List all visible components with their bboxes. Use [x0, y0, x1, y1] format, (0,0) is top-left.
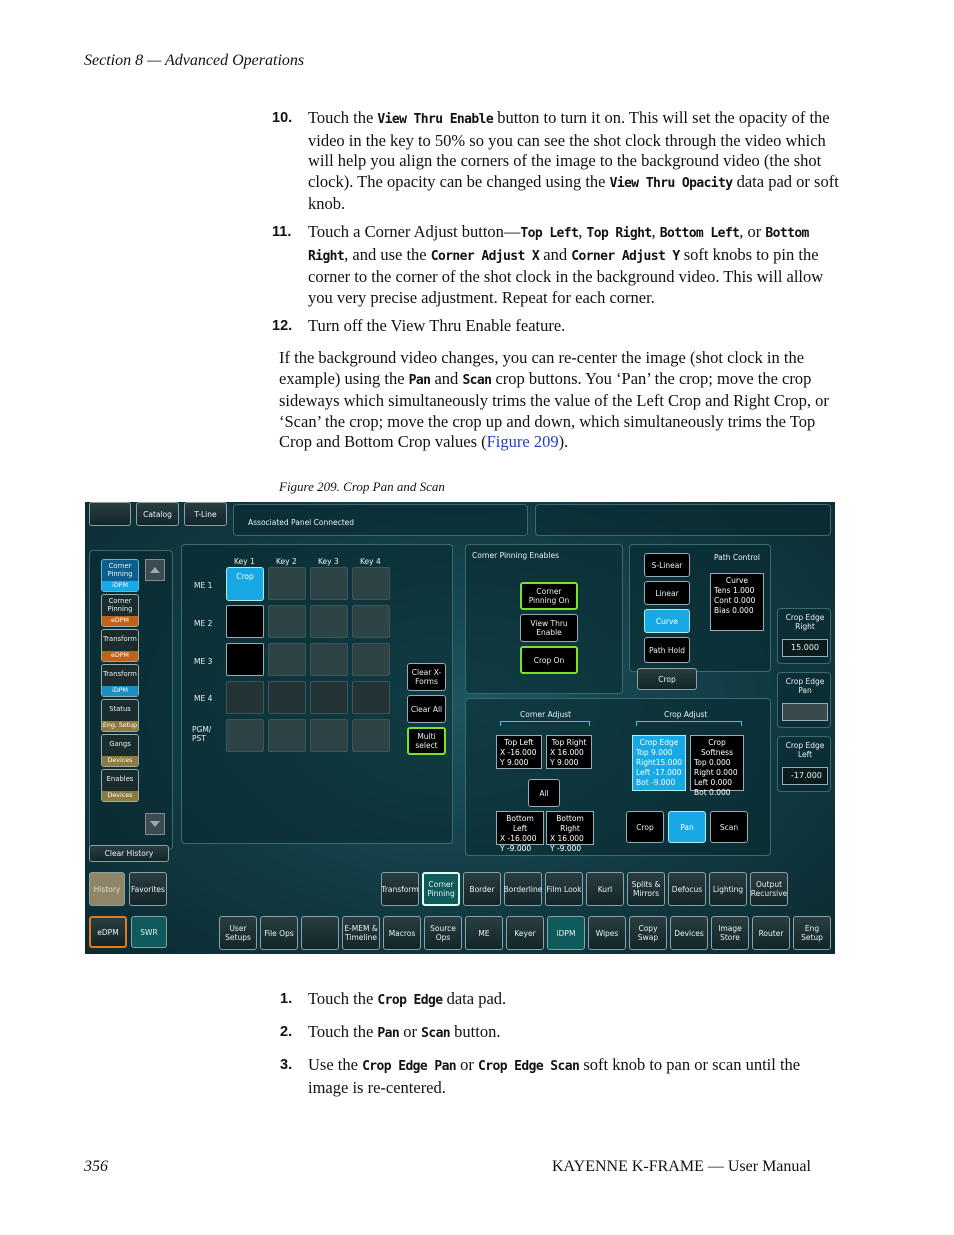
- history-button[interactable]: History: [89, 872, 125, 906]
- body-paragraph: If the background video changes, you can re-center the image (shot clock in the example) using the Pan and Scan crop buttons. You ‘Pan’ the crop; move the crop sideways which simultaneously trims the value of the Left Crop and Right Crop, or ‘Scan’ the crop; move the crop up and down, which simultaneously trims the Top Crop and Bottom Crop values (Figure 209).: [279, 348, 829, 451]
- crop-tab[interactable]: Crop: [637, 668, 697, 690]
- clear-all-button[interactable]: Clear All: [407, 695, 446, 723]
- crop-edge-left-pad[interactable]: Crop Edge Left -17.000: [777, 736, 831, 792]
- all-button[interactable]: All: [528, 779, 560, 807]
- key-cell[interactable]: [226, 643, 264, 676]
- key-cell[interactable]: [226, 681, 264, 714]
- key-cell[interactable]: [352, 605, 390, 638]
- menu-item-2-0[interactable]: User Setups: [219, 916, 257, 950]
- sidebar-item-corner-pinning-idpm[interactable]: Corner Pinning iDPM: [101, 559, 139, 592]
- menu-item-7[interactable]: Defocus: [668, 872, 706, 906]
- multi-select-button[interactable]: Multi select: [407, 727, 446, 755]
- corner-adjust-bracket: [500, 721, 590, 726]
- figure-link[interactable]: Figure 209: [486, 432, 559, 451]
- key-cell[interactable]: [310, 643, 348, 676]
- key-cell[interactable]: [352, 719, 390, 752]
- scan-button[interactable]: Scan: [710, 811, 748, 843]
- section-header: Section 8 — Advanced Operations: [84, 52, 305, 69]
- menu-item-0[interactable]: Transform: [381, 872, 419, 906]
- sidebar-item-enables[interactable]: Enables Devices: [101, 769, 139, 802]
- key-cell[interactable]: [268, 567, 306, 600]
- crop-on-button[interactable]: Crop On: [520, 646, 578, 674]
- menu-item-2-8[interactable]: iDPM: [547, 916, 585, 950]
- menu-item-2-5[interactable]: Source Ops: [424, 916, 462, 950]
- menu-item-2-7[interactable]: Keyer: [506, 916, 544, 950]
- sidebar-item-corner-pinning-edpm[interactable]: Corner Pinning eDPM: [101, 594, 139, 627]
- key-cell[interactable]: [310, 681, 348, 714]
- scroll-up-icon[interactable]: [145, 559, 165, 581]
- menu-item-2-2[interactable]: [301, 916, 339, 950]
- crop-adjust-bracket: [636, 721, 742, 726]
- edpm-button[interactable]: eDPM: [89, 916, 127, 948]
- menu-item-2[interactable]: Border: [463, 872, 501, 906]
- curve-button[interactable]: Curve: [644, 609, 690, 633]
- menu-item-2-9[interactable]: Wipes: [588, 916, 626, 950]
- crop-pan-scan-screenshot: [85, 502, 835, 954]
- figure-caption: Figure 209. Crop Pan and Scan: [279, 479, 445, 494]
- menu-item-2-4[interactable]: Macros: [383, 916, 421, 950]
- tline-tab[interactable]: T-Line: [184, 502, 227, 526]
- key-cell[interactable]: [268, 643, 306, 676]
- clear-xforms-button[interactable]: Clear X-Forms: [407, 663, 446, 691]
- page-number: 356: [84, 1158, 108, 1175]
- status-text: Associated Panel Connected: [248, 518, 355, 527]
- step-11: 11. Touch a Corner Adjust button—Top Left, Top Right, Bottom Left, or Bottom Right, and use the Corner Adjust X and Corner Adjust Y soft knobs to pin the corner to the corner of the shot clock in the background video. This will allow you very precise adjustment. Repeat for each corner.: [272, 222, 824, 307]
- view-thru-enable-button[interactable]: View Thru Enable: [520, 614, 578, 642]
- key-cell[interactable]: [310, 605, 348, 638]
- s-linear-button[interactable]: S-Linear: [644, 553, 690, 577]
- top-left-button[interactable]: Top Left X -16.000 Y 9.000: [496, 735, 542, 769]
- status-panel-right: [535, 504, 831, 536]
- menu-item-2-1[interactable]: File Ops: [260, 916, 298, 950]
- manual-title: KAYENNE K-FRAME — User Manual: [552, 1158, 811, 1175]
- catalog-tab[interactable]: Catalog: [136, 502, 179, 526]
- menu-item-2-12[interactable]: Image Store: [711, 916, 749, 950]
- corner-pinning-enables-panel: Corner Pinning Enables Corner Pinning On View Thru Enable Crop On: [465, 544, 623, 694]
- sidebar: [89, 550, 173, 850]
- sidebar-item-gangs[interactable]: Gangs Devices: [101, 734, 139, 767]
- key-cell[interactable]: [268, 719, 306, 752]
- key-cell[interactable]: [352, 567, 390, 600]
- key-grid-panel: Key 1 Key 2 Key 3 Key 4 ME 1 ME 2 ME 3 ME 4 PGM/ PST Crop Clear X-Forms Clear All Multi select: [181, 544, 453, 844]
- crop-edge-right-pad[interactable]: Crop Edge Right 15.000: [777, 608, 831, 664]
- bottom-left-button[interactable]: Bottom Left X -16.000 Y -9.000: [496, 811, 544, 845]
- adjust-panel: Corner Adjust Crop Adjust Top Left X -16.000 Y 9.000 Top Right X 16.000 Y 9.000 All Bottom Left X -16.000 Y -9.000 Bottom Right X 16.000 Y -9.000 Crop Edge Top 9.000 Right15.000 Left -17.000 Bot -9.000 Crop Softness Top 0.000 Right 0.000 Left 0.000 Bot 0.000 Crop Pan Scan: [465, 698, 771, 856]
- bottom-right-button[interactable]: Bottom Right X 16.000 Y -9.000: [546, 811, 594, 845]
- sidebar-item-transform-edpm[interactable]: Transform eDPM: [101, 629, 139, 662]
- corner-pinning-on-button[interactable]: Corner Pinning On: [520, 582, 578, 610]
- key-cell[interactable]: [352, 643, 390, 676]
- favorites-button[interactable]: Favorites: [129, 872, 167, 906]
- crop-edge-pan-pad[interactable]: Crop Edge Pan: [777, 672, 831, 728]
- step-12: 12. Turn off the View Thru Enable feature.: [272, 316, 566, 335]
- menu-item-2-13[interactable]: Router: [752, 916, 790, 950]
- swr-button[interactable]: SWR: [131, 916, 167, 948]
- curve-values-pad[interactable]: Curve Tens 1.000 Cont 0.000 Bias 0.000: [710, 573, 764, 631]
- key-cell[interactable]: [352, 681, 390, 714]
- sidebar-item-status[interactable]: Status Eng. Setup: [101, 699, 139, 732]
- menu-item-2-11[interactable]: Devices: [670, 916, 708, 950]
- menu-item-1[interactable]: Corner Pinning: [422, 872, 460, 906]
- key-cell[interactable]: [268, 681, 306, 714]
- crop-button[interactable]: Crop: [626, 811, 664, 843]
- step-2: 2. Touch the Pan or Scan button.: [280, 1022, 501, 1041]
- key-cell[interactable]: [226, 719, 264, 752]
- top-blank-button[interactable]: [89, 502, 131, 526]
- menu-item-6[interactable]: Splits & Mirrors: [627, 872, 665, 906]
- menu-item-4[interactable]: Film Look: [545, 872, 583, 906]
- key-cell[interactable]: [268, 605, 306, 638]
- path-control-panel: S-Linear Linear Curve Path Hold Path Control Curve Tens 1.000 Cont 0.000 Bias 0.000: [629, 544, 771, 672]
- menu-item-3[interactable]: Borderline: [504, 872, 542, 906]
- menu-item-2-10[interactable]: Copy Swap: [629, 916, 667, 950]
- crop-edge-pad[interactable]: Crop Edge Top 9.000 Right15.000 Left -17.000 Bot -9.000: [632, 735, 686, 791]
- top-right-button[interactable]: Top Right X 16.000 Y 9.000: [546, 735, 592, 769]
- menu-item-2-3[interactable]: E-MEM & Timeline: [342, 916, 380, 950]
- clear-history-button[interactable]: Clear History: [89, 845, 169, 862]
- scroll-down-icon[interactable]: [145, 813, 165, 835]
- step-1: 1. Touch the Crop Edge data pad.: [280, 989, 507, 1008]
- key-cell[interactable]: [310, 719, 348, 752]
- menu-item-9[interactable]: Output Recursive: [750, 872, 788, 906]
- crop-softness-pad[interactable]: Crop Softness Top 0.000 Right 0.000 Left 0.000 Bot 0.000: [690, 735, 744, 791]
- path-hold-button[interactable]: Path Hold: [644, 637, 690, 663]
- linear-button[interactable]: Linear: [644, 581, 690, 605]
- sidebar-item-transform-idpm[interactable]: Transform iDPM: [101, 664, 139, 697]
- menu-item-2-6[interactable]: ME: [465, 916, 503, 950]
- step-10: 10. Touch the View Thru Enable button to turn it on. This will set the opacity of the video in the key to 50% so you can see the shot clock through the video which will help you align the corners of the image to the background video (the shot clock). The opacity can be changed using the View Thru Opacity data pad or soft knob.: [272, 108, 839, 213]
- key-cell[interactable]: [226, 605, 264, 638]
- pan-button[interactable]: Pan: [668, 811, 706, 843]
- key-cell[interactable]: [310, 567, 348, 600]
- crop-key-button[interactable]: Crop: [226, 567, 264, 601]
- menu-item-8[interactable]: Lighting: [709, 872, 747, 906]
- menu-item-5[interactable]: Kurl: [586, 872, 624, 906]
- step-3: 3. Use the Crop Edge Pan or Crop Edge Scan soft knob to pan or scan until the image is re-centered.: [280, 1055, 801, 1097]
- menu-item-2-14[interactable]: Eng Setup: [793, 916, 831, 950]
